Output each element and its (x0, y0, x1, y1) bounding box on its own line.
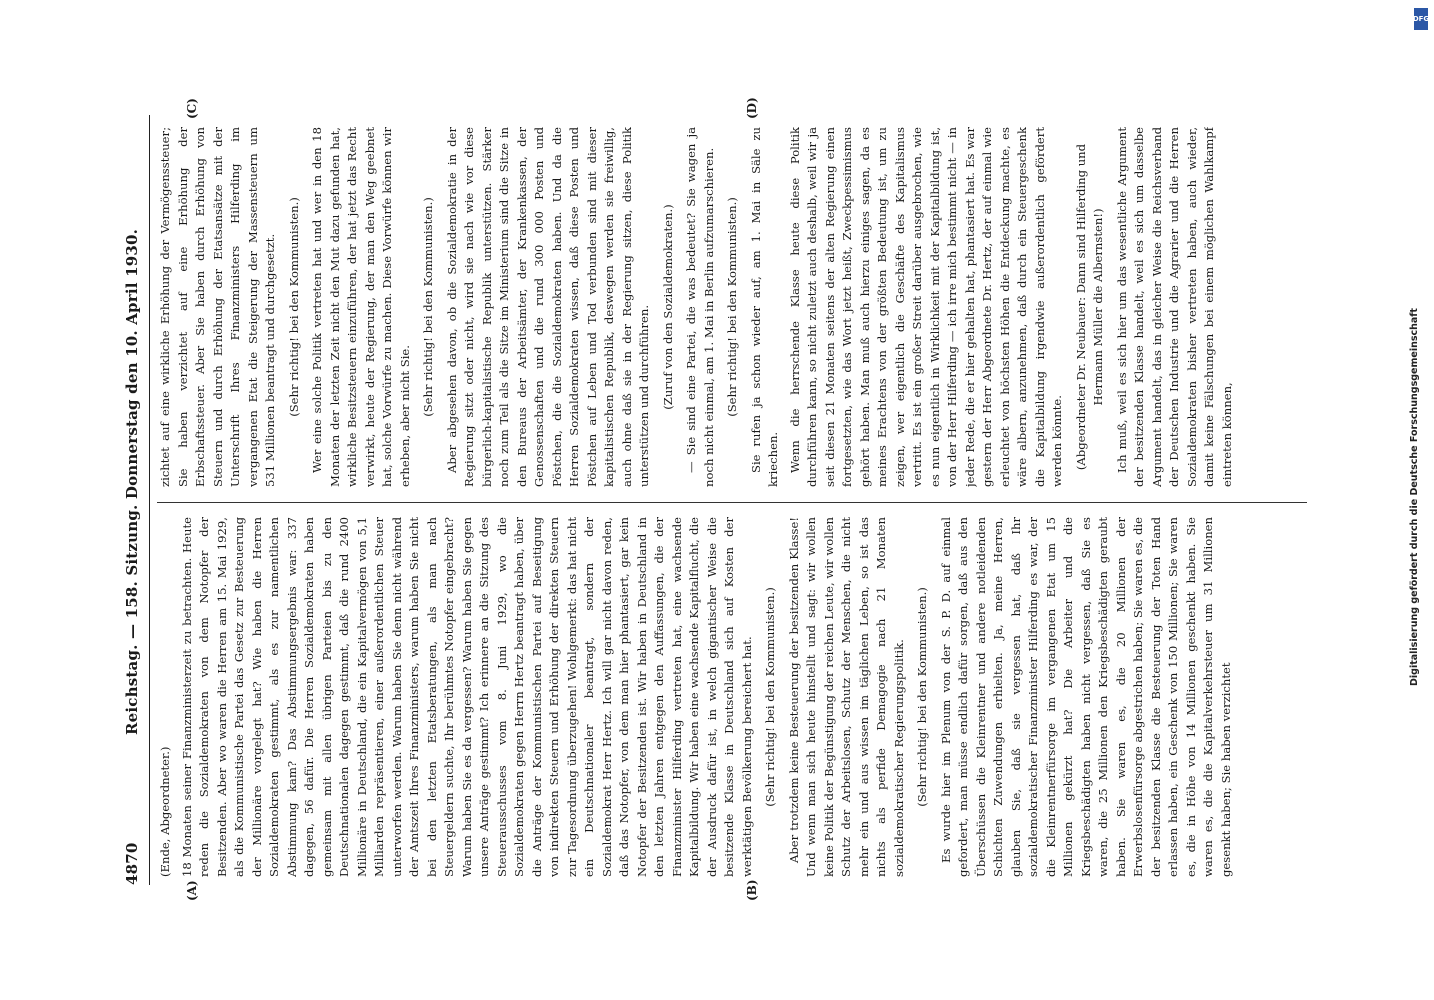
margin-mark-c: (C) (185, 98, 199, 119)
interjection: (Abgeordneter Dr. Neubauer: Dann sind Hilferding und Hermann Müller die Albernsten!) (1073, 143, 1105, 471)
margin-mark-b: (B) (745, 879, 759, 901)
speaker-note: (Ende, Abgeordneter.) (158, 746, 172, 877)
header-rule (149, 115, 150, 885)
rotated-page (105, 95, 1339, 905)
interjection: (Sehr richtig! bei den Kommunisten.) (421, 197, 435, 417)
page-number: 4870 (123, 842, 141, 885)
paragraph: — Sie sind eine Partei, die was bedeutet? Sie wagen ja noch nicht einmal, am 1. Mai in Berlin aufzumarschieren. (684, 127, 716, 487)
margin-mark-a: (A) (185, 880, 199, 901)
left-column (157, 517, 1307, 877)
paragraph: Wer eine solche Politik vertreten hat und wer in den 18 Monaten der letzten Zeit nicht den Mut dazu gefunden hat, wirkliche Besitzsteuern einzuführen, der hat jetzt das Recht verwirkt, heute der Regierung, der man den Weg geebnet hat, solche Vorwürfe zu machen. Diese Vorwürfe können wir erheben, aber nicht Sie. (310, 127, 412, 487)
credit-text: Digitalisierung gefördert durch die Deutsche Forschungsgemeinschaft (1409, 308, 1420, 686)
column-divider (157, 502, 1307, 503)
paragraph: Ich muß, weil es sich hier um das wesentliche Argument der besitzenden Klasse handelt, weil es sich um dasselbe Argument handelt, das in gleicher Weise die Reichsverband der Deutschen Industrie und die Agrarier und die Herren Sozialdemokraten bisher vertreten haben, auch wieder, damit keine Fälschungen bei einem möglichen Wahlkampf eintreten können, (1114, 127, 1234, 487)
interjection: (Zuruf von den Sozialdemokraten.) (660, 204, 675, 410)
paragraph: zichtet auf eine wirkliche Erhöhung der Vermögenssteuer; Sie haben verzichtet auf eine Erhöhung der Erbschaftssteuer. Aber Sie haben durch Erhöhung von Steuern und durch Erhöhung der Etatsansätze mit der Unterschrift Ihres Finanzministers Hilferding im vergangenen Etat die Steigerung der Massensteuern um 531 Millionen beantragt und durchgesetzt. (158, 127, 277, 487)
paragraph: Aber trotzdem keine Besteuerung der besitzenden Klasse! Und wenn man sich heute hinstellt und sagt: wir wollen keine Politik der Begünstigung der reichen Leute, wir wollen Schutz der Arbeitslosen, Schutz der Menschen, die nicht mehr ein und aus wissen im täglichen Leben, so ist das nichts als perfide Demagogie nach 21 Monaten sozialdemokratischer Regierungspolitik. (786, 517, 906, 877)
digitization-credit (1404, 12, 1430, 988)
margin-mark-d: (D) (745, 97, 759, 119)
header-title: Reichstag. — 158. Sitzung. Donnerstag den 10. April 1930. (123, 228, 141, 735)
interjection: (Sehr richtig! bei den Kommunisten.) (725, 197, 739, 417)
interjection: (Sehr richtig! bei den Kommunisten.) (763, 587, 777, 807)
paragraph: Wenn die herrschende Klasse heute diese Politik durchführen kann, so nicht zuletzt auch deshalb, weil wir ja seit diesen 21 Monaten seitens der alten Regierung einen fortgesetzten, wie das Wort jetzt heißt, Zweckpessimismus gehört haben. Man muß auch hierzu einiges sagen, da es meines Erachtens von der größten Bedeutung ist, um zu zeigen, wer eigentlich die Geschäfte des Kapitalismus vertritt. Es ist ein großer Streit darüber ausgebrochen, wie es nun eigentlich in Wirklichkeit mit der Kapitalbildung ist, von der Herr Hilferding — ich irre mich bestimmt nicht — in jeder Rede, die er hier gehalten hat, phantasiert hat. Es war gestern der Herr Abgeordnete Dr. Hertz, der auf einmal wie erleuchtet von höchsten Höhen die Entdeckung machte, es wäre albern, anzunehmen, daß durch ein Steuergeschenk die Kapitalbildung irgendwie außerordentlich gefördert werden könnte. (787, 127, 1064, 487)
page-header (123, 115, 145, 885)
dfg-logo-badge: DFG (1414, 8, 1428, 30)
right-column (157, 127, 1307, 487)
paragraph: Es wurde hier im Plenum von der S. P. D. auf einmal gefordert, man müsse endlich dafür sorgen, daß aus den Überschüssen die Kleinrentner und andere notleidenden Schichten Zuwendungen erhielten. Ja, meine Herren, glauben Sie, daß sie vergessen hat, daß Ihr sozialdemokratischer Finanzminister Hilferding es war, der die Kleinrentnerfürsorge im vergangenen Etat um 15 Millionen gekürzt hat? Die Arbeiter und die Kriegsbeschädigten haben nicht vergessen, daß Sie es waren, die 25 Millionen den Kriegsbeschädigten geraubt haben. Sie waren es, die 20 Millionen der Erwerbslosenfürsorge abgestrichen haben; Sie waren es, die der besitzenden Klasse die Besteuerung der Toten Hand erlassen haben, ein Geschenk von 150 Millionen; Sie waren es, die in Höhe von 14 Millionen geschenkt haben. Sie waren es, die die Kapitalverkehrsteuer um 31 Millionen gesenkt haben; Sie haben verzichtet (938, 517, 1233, 877)
interjection: (Sehr richtig! bei den Kommunisten.) (915, 587, 929, 807)
paragraph: Aber abgesehen davon, ob die Sozialdemokratie in der Regierung sitzt oder nicht, wird sie nach wie vor diese bürgerlich-kapitalistische Republik unterstützen. Stärker noch zum Teil als die Sitze im Ministerium sind die Sitze in den Bureaus der Arbeitsämter, der Krankenkassen, der Genossenschaften und die rund 300 000 Posten und Pöstchen, die die Sozialdemokraten haben. Und da die Herren Sozialdemokraten wissen, daß diese Posten und Pöstchen auf Leben und Tod verbunden sind mit dieser kapitalistischen Republik, deswegen werden sie freiwillig, auch ohne daß sie in der Regierung sitzen, diese Politik unterstützen und durchführen. (444, 127, 651, 487)
paragraph: 18 Monaten seiner Finanzministerzeit zu betrachten. Heute reden die Sozialdemokraten von dem Notopfer der Besitzenden. Aber wo waren die Herren am 15. Mai 1929, als die Kommunistische Partei das Gesetz zur Besteuerung der Millionäre vorgelegt hat? Wie haben die Herren Sozialdemokraten gestimmt, als es zur namentlichen Abstimmung kam? Das Abstimmungsergebnis war: 337 dagegen, 56 dafür. Die Herren Sozialdemokraten haben gemeinsam mit allen übrigen Parteien bis zu den Deutschnationalen dagegen gestimmt, daß die rund 2400 Millionäre in Deutschland, die ein Kapitalvermögen von 5,1 Milliarden repräsentieren, einer außerordentlichen Steuer unterworfen werden. Warum haben Sie denn nicht während der Amtszeit Ihres Finanzministers, warum haben Sie nicht bei den letzten Etatsberatungen, als man nach Steuergeldern suchte, Ihr berühmtes Notopfer eingebracht? Warum haben Sie es da vergessen? Warum haben Sie gegen unsere Anträge gestimmt? Ich erinnere an die Sitzung des Steuerausschusses vom 8. Juni 1929, wo die Sozialdemokraten gegen Herrn Hertz beantragt haben, über die Anträge der Kommunistischen Partei auf Beseitigung von indirekten Steuern und Erhöhung der direkten Steuern zur Tagesordnung überzugehen! Wohlgemerkt: das hat nicht ein Deutschnationaler beantragt, sondern der Sozialdemokrat Herr Hertz. Ich will gar nicht davon reden, daß das Notopfer, von dem man hier phantasiert, gar kein Notopfer der Besitzenden ist. Wir haben in Deutschland in den letzten Jahren entgegen den Auffassungen, die der Finanzminister Hilferding vertreten hat, eine wachsende Kapitalbildung. Wir haben eine wachsende Kapitalflucht, die der Ausdruck dafür ist, in welch gigantischer Weise die besitzende Klasse in Deutschland sich auf Kosten der werktätigen Bevölkerung bereichert hat. (179, 517, 754, 877)
interjection: (Sehr richtig! bei den Kommunisten.) (286, 197, 301, 417)
paragraph: Sie rufen ja schon wieder auf, am 1. Mai in Säle zu kriechen. (748, 127, 780, 487)
